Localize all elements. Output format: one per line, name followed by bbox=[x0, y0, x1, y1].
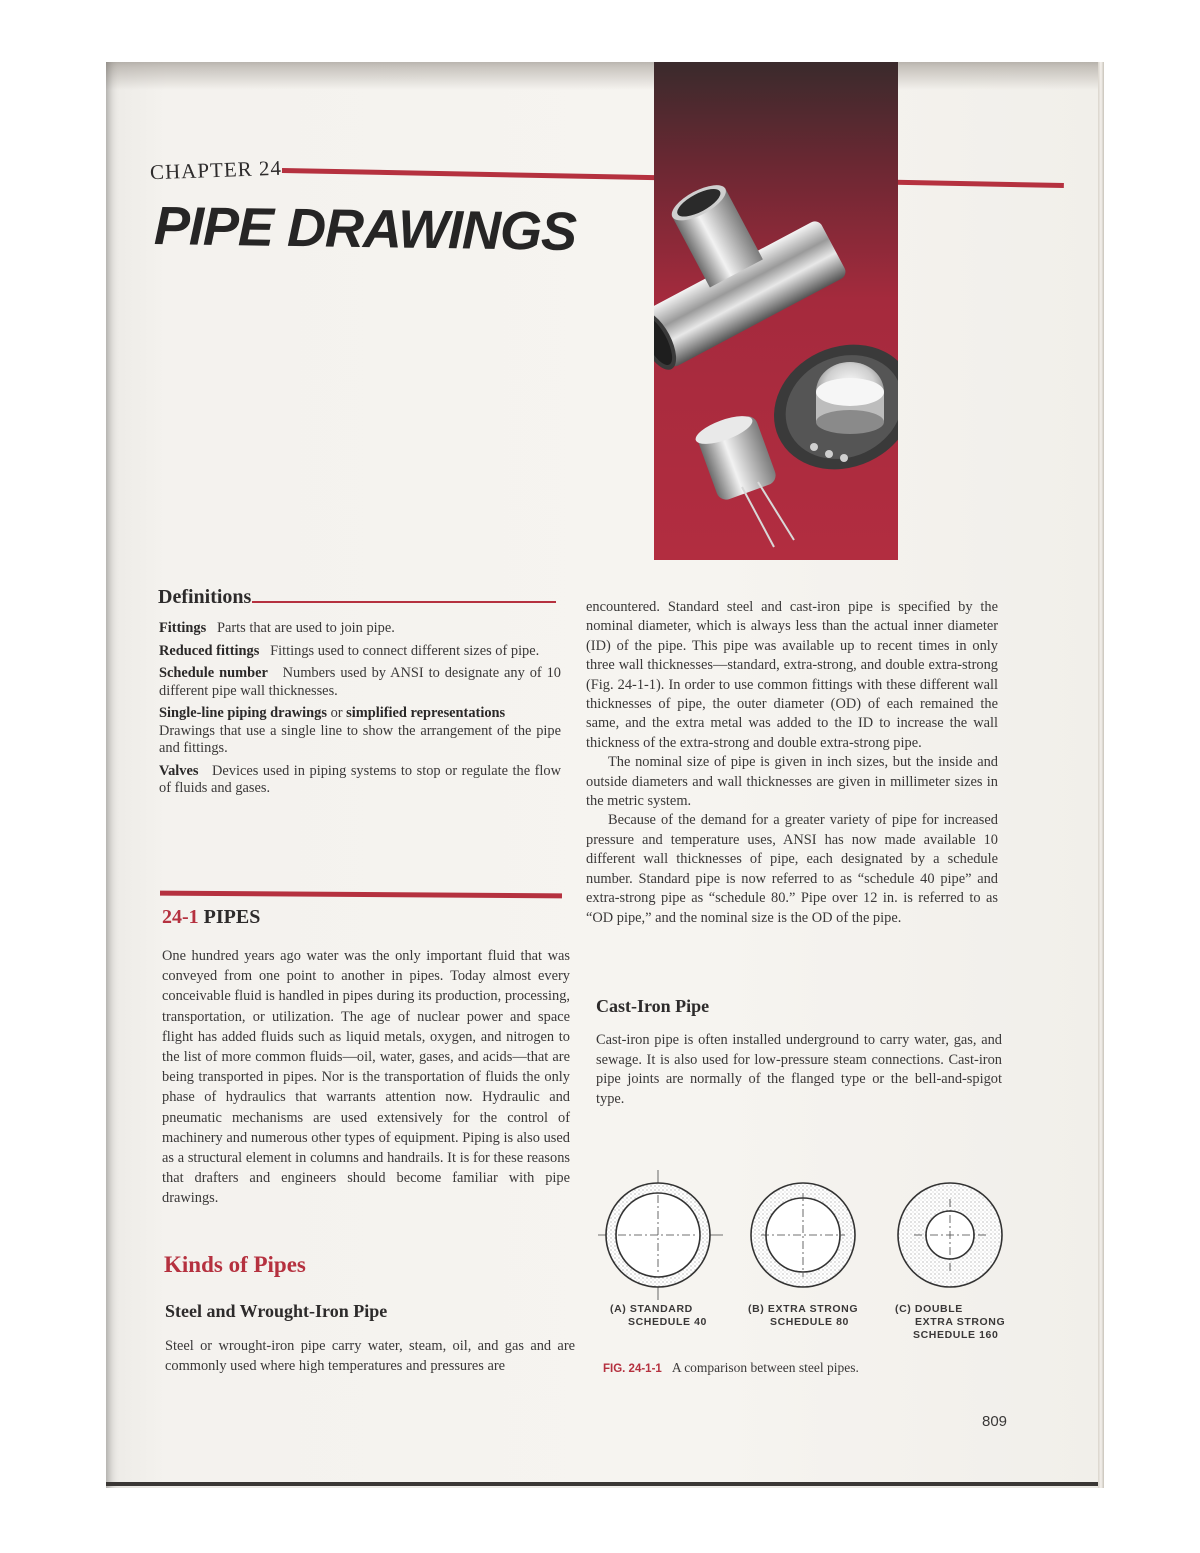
definition-text: Drawings that use a single line to show the arrangement of the pipe and fittings. bbox=[159, 722, 561, 756]
figure-caption-text: A comparison between steel pipes. bbox=[671, 1360, 859, 1375]
figure-label-line: (B) EXTRA STRONG bbox=[748, 1303, 859, 1315]
figure-label-a bbox=[610, 1303, 707, 1329]
section-body: One hundred years ago water was the only important fluid that was conveyed from one point to another in pipes. Today almost every conceivable fluid is handled in pipes during its production, processing, transportation, or utilization. The age of nuclear power and space flight has added fluids such as liquid metals, oxygen, and nitrogen to the list of more common fluids—oil, water, gases, and acids—that are being transported in pipes. Nor is the transportation of fluids the only phase of hydraulics that warrants attention now. Hydraulic and pneumatic mechanisms are used extensively for the control of machinery and numerous other types of equipment. Piping is also used as a structural element in columns and handrails. It is for these reasons that drafters and engineers should become familiar with pipe drawings. bbox=[162, 948, 570, 1207]
definition-term: Schedule number bbox=[159, 665, 268, 681]
figure-label-c bbox=[895, 1303, 1005, 1342]
cast-iron-heading: Cast-Iron Pipe bbox=[596, 996, 710, 1016]
pipe-section-a bbox=[598, 1170, 723, 1300]
pipe-section-c bbox=[898, 1183, 1002, 1287]
tee-fitting bbox=[654, 146, 848, 375]
figure-label-line: (C) DOUBLE bbox=[895, 1303, 963, 1315]
figure-label-line: EXTRA STRONG bbox=[915, 1316, 1006, 1328]
definition-item bbox=[159, 643, 561, 661]
section-heading bbox=[162, 906, 260, 929]
paragraph: encountered. Standard steel and cast-iron pipe is specified by the nominal diameter, which is always less than the actual inner diameter (ID) of the pipe. This pipe was available up to recent times in only three wall thicknesses—standard, extra-strong, and double extra-strong (Fig. 24-1-1). In order to use common fittings with these different wall thicknesses of pipe, the outer diameter (OD) of each remained the same, and the extra metal was added to the ID to increase the wall thickness of the extra-strong and double extra-strong pipe. bbox=[586, 599, 998, 751]
definition-item bbox=[159, 763, 561, 798]
definitions-list bbox=[159, 620, 561, 803]
page-edge bbox=[1098, 62, 1104, 1488]
figure-label-line: SCHEDULE 160 bbox=[913, 1329, 999, 1341]
figure-label-line: SCHEDULE 40 bbox=[628, 1316, 707, 1328]
section-title: PIPES bbox=[203, 906, 261, 928]
definition-item bbox=[159, 665, 561, 700]
definitions-heading: Definitions bbox=[158, 586, 252, 608]
cast-iron-body: Cast-iron pipe is often installed underground to carry water, gas, and sewage. It is also used for low-pressure steam connections. Cast-iron pipe joints are normally of the flanged type or the bell-and-spigot type. bbox=[596, 1032, 1002, 1107]
pipe-fittings-photo bbox=[654, 62, 898, 560]
figure-label-line: (A) STANDARD bbox=[610, 1303, 693, 1315]
definition-text: Numbers used by ANSI to designate any of 10 different pipe wall thicknesses. bbox=[159, 665, 561, 699]
chapter-label: CHAPTER 24 bbox=[149, 155, 283, 185]
definition-text: Parts that are used to join pipe. bbox=[216, 620, 395, 636]
kinds-heading: Kinds of Pipes bbox=[164, 1252, 306, 1277]
steel-heading: Steel and Wrought-Iron Pipe bbox=[165, 1301, 388, 1321]
definition-term: Single-line piping drawings bbox=[159, 705, 327, 721]
definition-term-alt: simplified representations bbox=[346, 705, 506, 721]
right-column-text bbox=[586, 598, 998, 928]
chapter-title: PIPE DRAWINGS bbox=[153, 196, 577, 262]
fittings-illustration bbox=[654, 62, 898, 560]
section-number: 24-1 bbox=[162, 906, 199, 928]
paragraph: Because of the demand for a greater variety of pipe for increased pressure and temperature uses, ANSI has now made available 10 different wall thicknesses of pipe, each designated by a schedule number. Standard pipe is now referred to as “schedule 40 pipe” and extra-strong pipe as “schedule 80.” Pipe over 12 in. is referred to as “OD pipe,” and the nominal size is the OD of the pipe. bbox=[586, 812, 998, 926]
page-number: 809 bbox=[982, 1413, 1008, 1430]
figure-caption bbox=[603, 1360, 859, 1376]
page-bottom-edge bbox=[106, 1482, 1098, 1486]
definitions-rule bbox=[252, 601, 556, 603]
figure-number: FIG. 24-1-1 bbox=[603, 1363, 662, 1375]
round-component bbox=[753, 322, 898, 492]
definition-item bbox=[159, 705, 561, 758]
paragraph: The nominal size of pipe is given in inch sizes, but the inside and outside diameters and wall thicknesses are given in millimeter sizes in the metric system. bbox=[586, 754, 998, 810]
definition-connector: or bbox=[330, 705, 343, 721]
figure-label-line: SCHEDULE 80 bbox=[770, 1316, 849, 1328]
definition-text: Devices used in piping systems to stop or regulate the flow of fluids and gases. bbox=[159, 762, 562, 796]
figure-label-b bbox=[748, 1303, 858, 1329]
pipe-comparison-figure bbox=[598, 1165, 1018, 1315]
steel-body: Steel or wrought-iron pipe carry water, steam, oil, and gas and are commonly used where high temperatures and pressures are bbox=[165, 1338, 575, 1374]
pipe-section-b bbox=[751, 1183, 855, 1287]
definition-item bbox=[159, 620, 561, 638]
page-top-shadow bbox=[106, 62, 1098, 90]
definition-text: Fittings used to connect different sizes of pipe. bbox=[270, 642, 540, 659]
definition-term: Reduced fittings bbox=[159, 642, 260, 659]
definition-term: Valves bbox=[159, 762, 199, 779]
definition-term: Fittings bbox=[159, 620, 207, 636]
